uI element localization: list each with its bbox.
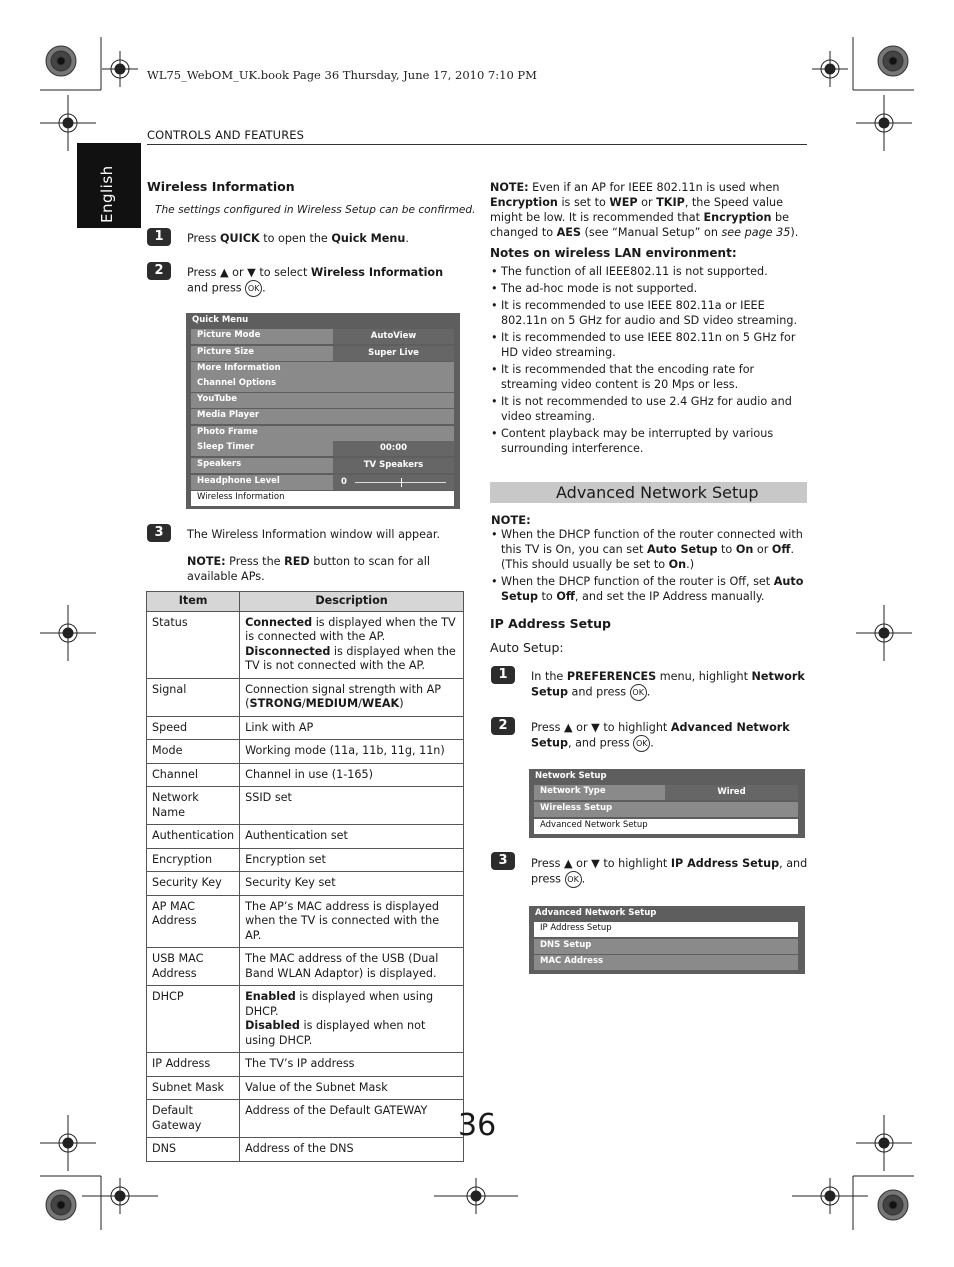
quick-menu-item[interactable] — [191, 458, 454, 473]
table-cell-item: Security Key — [147, 872, 240, 896]
menu-item[interactable] — [534, 819, 798, 834]
table-cell-item: Mode — [147, 740, 240, 764]
network-setup-menu-title: Network Setup — [535, 771, 607, 781]
left-step-1-text: Press QUICK to open the Quick Menu. — [187, 232, 409, 245]
step-1-badge: 1 — [147, 228, 171, 246]
menu-item[interactable] — [534, 939, 798, 954]
quick-menu-item-label: Photo Frame — [197, 427, 258, 437]
section-label: CONTROLS AND FEATURES — [147, 128, 305, 142]
table-cell-item: Subnet Mask — [147, 1076, 240, 1100]
table-row — [147, 1076, 464, 1100]
quick-menu-item[interactable] — [191, 475, 454, 490]
headphone-level-slider[interactable] — [355, 482, 446, 483]
table-cell-description: Authentication set — [240, 825, 464, 849]
ok-icon: OK — [245, 280, 262, 297]
table-cell-description: Value of the Subnet Mask — [240, 1076, 464, 1100]
advanced-network-setup-heading: Advanced Network Setup — [556, 483, 759, 502]
red-button-note: NOTE: Press the RED button to scan for all available APs. — [187, 555, 430, 583]
page-number: 36 — [458, 1108, 497, 1143]
quick-menu-item-value: AutoView — [333, 329, 454, 344]
quick-menu-item-value — [333, 475, 454, 490]
list-item: • When the DHCP function of the router connected with this TV is On, you can set Auto Setup to On or Off. (This should usually be set to On.) — [491, 527, 809, 572]
table-cell-item: IP Address — [147, 1053, 240, 1077]
quick-menu-title: Quick Menu — [192, 315, 249, 325]
language-tab — [77, 143, 141, 228]
auto-setup-title: Auto Setup: — [490, 640, 564, 655]
table-cell-item: DNS — [147, 1138, 240, 1162]
left-step-2-text: Press ▲ or ▼ to select Wireless Information and press OK . — [187, 265, 462, 297]
ok-icon: OK — [633, 735, 650, 752]
table-cell-item: Speed — [147, 716, 240, 740]
list-item: • It is not recommended to use 2.4 GHz for audio and video streaming. — [491, 394, 809, 424]
table-row — [147, 1053, 464, 1077]
table-row — [147, 825, 464, 849]
slider-handle[interactable] — [401, 478, 402, 487]
menu-item-value: Wired — [665, 785, 798, 800]
table-row — [147, 716, 464, 740]
headphone-level-value: 0 — [341, 477, 347, 487]
table-cell-description: Address of the DNS — [240, 1138, 464, 1162]
quick-menu-item-label: Channel Options — [197, 378, 277, 388]
table-header-item: Item — [147, 592, 240, 612]
table-row — [147, 787, 464, 825]
list-item: • The function of all IEEE802.11 is not supported. — [491, 264, 809, 279]
step-2-badge: 2 — [147, 262, 171, 280]
wireless-info-table — [146, 591, 464, 1162]
table-row — [147, 848, 464, 872]
quick-menu-item-label: YouTube — [197, 394, 238, 404]
list-item: • It is recommended that the encoding rate for streaming video content is 20 Mps or less. — [491, 362, 809, 392]
table-cell-description: Security Key set — [240, 872, 464, 896]
table-row — [147, 948, 464, 986]
quick-menu-item[interactable] — [191, 362, 454, 377]
file-info-header: WL75_WebOM_UK.book Page 36 Thursday, June 17, 2010 7:10 PM — [147, 68, 537, 82]
table-cell-item: Channel — [147, 763, 240, 787]
ip-address-setup-title: IP Address Setup — [490, 616, 611, 631]
table-cell-description: SSID set — [240, 787, 464, 825]
table-cell-description: The AP’s MAC address is displayed when the TV is connected with the AP. — [240, 895, 464, 948]
table-row — [147, 1100, 464, 1138]
table-row — [147, 763, 464, 787]
wireless-info-title: Wireless Information — [147, 179, 295, 194]
table-cell-description: Link with AP — [240, 716, 464, 740]
table-row — [147, 678, 464, 716]
right-step-1-text: In the PREFERENCES menu, highlight Network Setup and press OK . — [531, 669, 809, 701]
right-step-3-badge: 3 — [491, 852, 515, 870]
table-cell-description: Connection signal strength with AP (STRONG/MEDIUM/WEAK) — [240, 678, 464, 716]
quick-menu-item[interactable] — [191, 441, 454, 456]
dhcp-note-label: NOTE: — [491, 513, 531, 527]
table-row — [147, 740, 464, 764]
list-item: • The ad-hoc mode is not supported. — [491, 281, 809, 296]
encryption-note: NOTE: Even if an AP for IEEE 802.11n is used when Encryption is set to WEP or TKIP, the Speed value might be low. It is recommended that Encryption be changed to AES (see “Manual Setup” on see page 35). — [490, 181, 799, 239]
step-3-badge: 3 — [147, 524, 171, 542]
table-row — [147, 895, 464, 948]
quick-menu-item-label: Speakers — [197, 459, 242, 469]
table-cell-description: The TV’s IP address — [240, 1053, 464, 1077]
table-cell-description: Enabled is displayed when using DHCP. Disabled is displayed when not using DHCP. — [240, 986, 464, 1053]
table-header-description: Description — [240, 592, 464, 612]
quick-menu-item-label: Picture Mode — [197, 330, 261, 340]
quick-menu-screen — [186, 313, 460, 509]
quick-menu-item-label: Headphone Level — [197, 476, 280, 486]
quick-menu-item[interactable] — [191, 329, 454, 344]
quick-menu-item-label: More Information — [197, 363, 281, 373]
menu-item-label: DNS Setup — [540, 940, 592, 950]
quick-menu-item-value: Super Live — [333, 346, 454, 361]
ok-icon: OK — [565, 871, 582, 888]
wireless-info-intro: The settings configured in Wireless Setup can be confirmed. — [155, 204, 476, 216]
advanced-network-setup-banner — [490, 482, 807, 503]
quick-menu-item[interactable] — [191, 377, 454, 392]
section-divider — [147, 144, 807, 145]
right-step-3-text: Press ▲ or ▼ to highlight IP Address Setup, and press OK . — [531, 856, 809, 888]
network-setup-menu — [529, 769, 805, 838]
wireless-notes-list — [491, 264, 809, 458]
table-cell-item: Network Name — [147, 787, 240, 825]
menu-item-label: Wireless Setup — [540, 803, 613, 813]
list-item: • When the DHCP function of the router is Off, set Auto Setup to Off, and set the IP Address manually. — [491, 574, 809, 604]
table-cell-item: Default Gateway — [147, 1100, 240, 1138]
table-row — [147, 1138, 464, 1162]
table-cell-item: Encryption — [147, 848, 240, 872]
table-cell-description: Working mode (11a, 11b, 11g, 11n) — [240, 740, 464, 764]
quick-menu-item[interactable] — [191, 491, 454, 506]
advanced-menu-title: Advanced Network Setup — [535, 908, 657, 918]
language-tab-label: English — [98, 165, 116, 223]
quick-menu-item[interactable] — [191, 409, 454, 424]
menu-item[interactable] — [534, 785, 798, 800]
list-item: • It is recommended to use IEEE 802.11n on 5 GHz for HD video streaming. — [491, 330, 809, 360]
quick-menu-item-label: Sleep Timer — [197, 442, 255, 452]
table-cell-description: The MAC address of the USB (Dual Band WLAN Adaptor) is displayed. — [240, 948, 464, 986]
quick-menu-item-label: Wireless Information — [197, 492, 285, 502]
table-cell-item: Signal — [147, 678, 240, 716]
list-item: • Content playback may be interrupted by various surrounding interference. — [491, 426, 809, 456]
table-row — [147, 611, 464, 678]
menu-item-label: IP Address Setup — [540, 923, 612, 933]
menu-item-label: Advanced Network Setup — [540, 820, 648, 830]
wireless-notes-title: Notes on wireless LAN environment: — [490, 246, 737, 260]
table-cell-description: Connected is displayed when the TV is connected with the AP. Disconnected is displayed when the TV is not connected with the AP. — [240, 611, 464, 678]
table-cell-item: Authentication — [147, 825, 240, 849]
right-step-2-badge: 2 — [491, 717, 515, 735]
advanced-network-setup-menu — [529, 906, 805, 974]
quick-menu-item-value: TV Speakers — [333, 458, 454, 473]
table-cell-description: Channel in use (1-165) — [240, 763, 464, 787]
quick-menu-item[interactable] — [191, 426, 454, 441]
list-item: • It is recommended to use IEEE 802.11a or IEEE 802.11n on 5 GHz for audio and SD video streaming. — [491, 298, 809, 328]
ok-icon: OK — [630, 684, 647, 701]
table-cell-description: Encryption set — [240, 848, 464, 872]
menu-item-label: Network Type — [540, 786, 606, 796]
quick-menu-item-value: 00:00 — [333, 441, 454, 456]
menu-item[interactable] — [534, 955, 798, 970]
right-step-2-text: Press ▲ or ▼ to highlight Advanced Network Setup, and press OK . — [531, 720, 809, 752]
quick-menu-item[interactable] — [191, 346, 454, 361]
quick-menu-item[interactable] — [191, 393, 454, 408]
dhcp-note-list — [491, 527, 809, 606]
table-cell-item: DHCP — [147, 986, 240, 1053]
left-step-3-text: The Wireless Information window will appear. — [187, 528, 441, 541]
menu-item-label: MAC Address — [540, 956, 604, 966]
table-cell-item: USB MAC Address — [147, 948, 240, 986]
table-cell-description: Address of the Default GATEWAY — [240, 1100, 464, 1138]
quick-menu-item-label: Media Player — [197, 410, 260, 420]
menu-item[interactable] — [534, 922, 798, 937]
menu-item[interactable] — [534, 802, 798, 817]
right-step-1-badge: 1 — [491, 666, 515, 684]
quick-menu-item-label: Picture Size — [197, 347, 254, 357]
table-cell-item: Status — [147, 611, 240, 678]
table-row — [147, 872, 464, 896]
table-row — [147, 986, 464, 1053]
table-cell-item: AP MAC Address — [147, 895, 240, 948]
